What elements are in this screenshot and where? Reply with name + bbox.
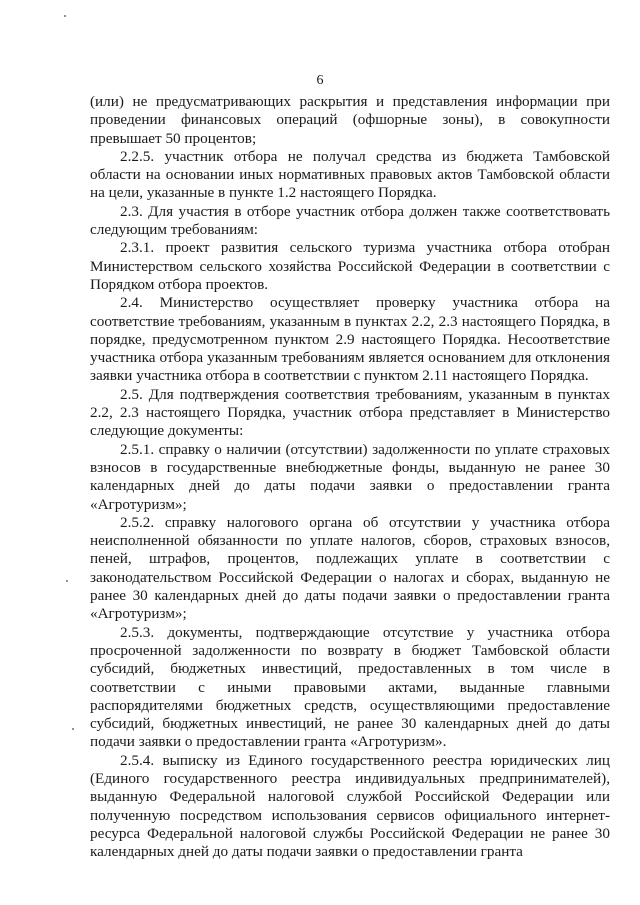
paragraph-2-5-1: 2.5.1. справку о наличии (отсутствии) задолженности по уплате страховых взносов в государственные внебюджетные фонды, выданную не ранее 30 календарных дней до даты подачи заявки о предоставлении гранта «Агротуризм»; (90, 440, 610, 513)
paragraph-2-5-2: 2.5.2. справку налогового органа об отсутствии у участника отбора неисполненной обязанности по уплате налогов, сборов, страховых взносов, пеней, штрафов, процентов, подлежащих уплате в соответствии с законодательством Российской Федерации о налогах и сборах, выданную не ранее 30 календарных дней до даты подачи заявки о предоставлении гранта «Агротуризм»; (90, 513, 610, 623)
paragraph-2-2-5: 2.2.5. участник отбора не получал средства из бюджета Тамбовской области на основании иных нормативных правовых актов Тамбовской области на цели, указанные в пункте 1.2 настоящего Порядка. (90, 147, 610, 202)
scan-mark (72, 728, 74, 730)
page-number: 6 (316, 73, 324, 88)
paragraph-2-3: 2.3. Для участия в отборе участник отбора должен также соответствовать следующим требованиям: (90, 202, 610, 239)
paragraph-continuation: (или) не предусматривающих раскрытия и представления информации при проведении финансовых операций (офшорные зоны), в совокупности превышает 50 процентов; (90, 93, 610, 147)
paragraph-2-3-1: 2.3.1. проект развития сельского туризма участника отбора отобран Министерством сельского хозяйства Российской Федерации в соответствии с Порядком отбора проектов. (90, 239, 610, 293)
document-body (90, 93, 610, 861)
paragraph-2-5-3: 2.5.3. документы, подтверждающие отсутствие у участника отбора просроченной задолженности по возврату в бюджет Тамбовской области субсидий, бюджетных инвестиций, предоставленных в том числе в соответствии с иными правовыми актами, выданные главными распорядителями бюджетных средств, осуществляющими предоставление субсидий, бюджетных инвестиций, не ранее 30 календарных дней до даты подачи заявки о предоставлении гранта «Агротуризм». (90, 623, 610, 751)
scan-mark (66, 580, 68, 582)
paragraph-2-5-4: 2.5.4. выписку из Единого государственного реестра юридических лиц (Единого государственного реестра индивидуальных предпринимателей), выданную Федеральной налоговой службой Российской Федерации или полученную посредством использования сервисов официального интернет-ресурса Федеральной налоговой службы Российской Федерации не ранее 30 календарных дней до даты подачи заявки о предоставлении гранта (90, 751, 610, 861)
paragraph-2-4: 2.4. Министерство осуществляет проверку участника отбора на соответствие требованиям, указанным в пунктах 2.2, 2.3 настоящего Порядка, в порядке, предусмотренном пунктом 2.9 настоящего Порядка. Несоответствие участника отбора указанным требованиям является основанием для отклонения заявки участника отбора в соответствии с пунктом 2.11 настоящего Порядка. (90, 294, 610, 385)
paragraph-2-5: 2.5. Для подтверждения соответствия требованиям, указанным в пунктах 2.2, 2.3 настоящего Порядка, участник отбора представляет в Министерство следующие документы: (90, 385, 610, 440)
scan-mark (64, 15, 66, 17)
